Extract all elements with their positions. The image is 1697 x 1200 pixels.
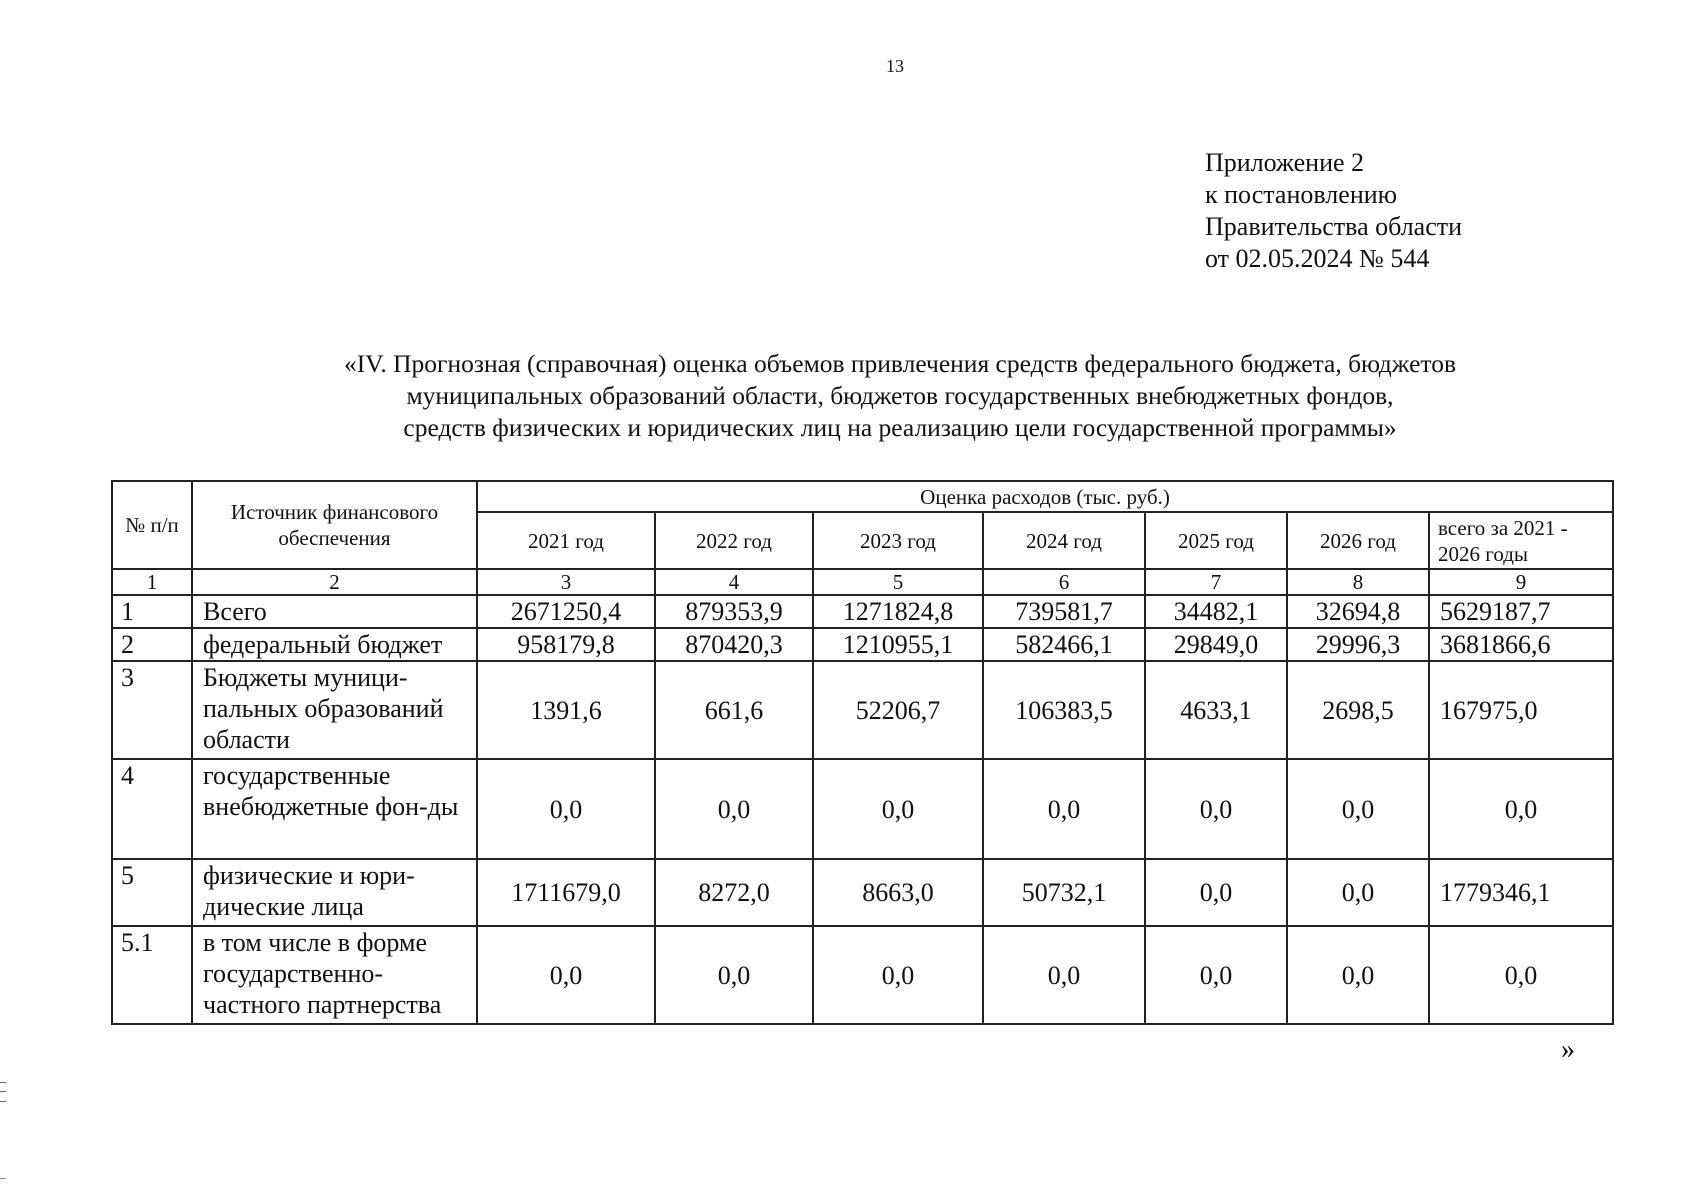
row-total: 167975,0 — [1429, 661, 1613, 759]
table-row — [112, 926, 1613, 1024]
closing-quote: » — [1561, 1034, 1575, 1065]
row-value: 958179,8 — [477, 628, 655, 661]
appendix-line: Правительства области — [1205, 212, 1463, 241]
header-source: Источник финансового обеспечения — [192, 481, 477, 569]
index-cell: 3 — [477, 569, 655, 595]
row-value: 50732,1 — [983, 859, 1145, 926]
table-row — [112, 859, 1613, 926]
header-year: 2021 год — [477, 512, 655, 569]
row-source: физические и юри-дические лица — [192, 859, 477, 926]
scan-edge-mark — [0, 1082, 6, 1102]
row-value: 0,0 — [655, 759, 813, 859]
row-value: 0,0 — [1287, 759, 1429, 859]
row-value: 2698,5 — [1287, 661, 1429, 759]
title-line: муниципальных образований области, бюджетов государственных внебюджетных фондов, — [406, 381, 1394, 410]
table-row — [112, 759, 1613, 859]
appendix-line: от 02.05.2024 № 544 — [1205, 244, 1430, 273]
row-value: 1711679,0 — [477, 859, 655, 926]
index-row — [112, 569, 1613, 595]
row-value: 1210955,1 — [813, 628, 983, 661]
row-value: 8663,0 — [813, 859, 983, 926]
row-total: 1779346,1 — [1429, 859, 1613, 926]
index-cell: 6 — [983, 569, 1145, 595]
header-year: 2023 год — [813, 512, 983, 569]
row-value: 8272,0 — [655, 859, 813, 926]
table-row — [112, 595, 1613, 628]
row-num: 5 — [112, 859, 192, 926]
appendix-line: к постановлению — [1205, 180, 1398, 209]
title-line: средств физических и юридических лиц на реализацию цели государственной программы» — [403, 413, 1397, 442]
row-value: 0,0 — [1145, 926, 1287, 1024]
row-source: в том числе в форме государственно-частного партнерства — [192, 926, 477, 1024]
row-value: 870420,3 — [655, 628, 813, 661]
section-title — [240, 348, 1560, 444]
row-source: государственные внебюджетные фон-ды — [192, 759, 477, 859]
row-value: 0,0 — [1145, 759, 1287, 859]
appendix-line: Приложение 2 — [1205, 148, 1365, 177]
row-value: 0,0 — [1287, 926, 1429, 1024]
row-num: 2 — [112, 628, 192, 661]
appendix-header — [1205, 147, 1462, 275]
header-total: всего за 2021 - 2026 годы — [1429, 512, 1613, 569]
header-year: 2024 год — [983, 512, 1145, 569]
table-row — [112, 628, 1613, 661]
index-cell: 4 — [655, 569, 813, 595]
row-value: 739581,7 — [983, 595, 1145, 628]
header-row — [112, 481, 1613, 512]
row-total: 0,0 — [1429, 926, 1613, 1024]
row-value: 0,0 — [477, 926, 655, 1024]
row-num: 3 — [112, 661, 192, 759]
row-value: 29996,3 — [1287, 628, 1429, 661]
row-value: 582466,1 — [983, 628, 1145, 661]
row-value: 32694,8 — [1287, 595, 1429, 628]
row-value: 52206,7 — [813, 661, 983, 759]
row-value: 4633,1 — [1145, 661, 1287, 759]
row-source: федеральный бюджет — [192, 628, 477, 661]
row-num: 4 — [112, 759, 192, 859]
title-line: «IV. Прогнозная (справочная) оценка объемов привлечения средств федерального бюджета, бюджетов — [344, 349, 1456, 378]
row-total: 0,0 — [1429, 759, 1613, 859]
row-value: 106383,5 — [983, 661, 1145, 759]
index-cell: 8 — [1287, 569, 1429, 595]
row-value: 0,0 — [983, 759, 1145, 859]
header-year: 2026 год — [1287, 512, 1429, 569]
row-value: 1391,6 — [477, 661, 655, 759]
row-value: 29849,0 — [1145, 628, 1287, 661]
header-group: Оценка расходов (тыс. руб.) — [477, 481, 1613, 512]
row-value: 0,0 — [1145, 859, 1287, 926]
row-value: 0,0 — [813, 926, 983, 1024]
row-value: 0,0 — [983, 926, 1145, 1024]
row-total: 3681866,6 — [1429, 628, 1613, 661]
row-value: 661,6 — [655, 661, 813, 759]
scan-edge-tick — [0, 1178, 6, 1179]
row-value: 0,0 — [477, 759, 655, 859]
page-number: 13 — [886, 56, 904, 76]
row-total: 5629187,7 — [1429, 595, 1613, 628]
row-value: 0,0 — [813, 759, 983, 859]
row-value: 34482,1 — [1145, 595, 1287, 628]
table-row — [112, 661, 1613, 759]
index-cell: 2 — [192, 569, 477, 595]
index-cell: 5 — [813, 569, 983, 595]
funding-table — [111, 480, 1614, 1025]
header-year: 2022 год — [655, 512, 813, 569]
row-num: 1 — [112, 595, 192, 628]
index-cell: 9 — [1429, 569, 1613, 595]
row-num: 5.1 — [112, 926, 192, 1024]
row-value: 2671250,4 — [477, 595, 655, 628]
row-source: Всего — [192, 595, 477, 628]
header-num: № п/п — [112, 481, 192, 569]
index-cell: 1 — [112, 569, 192, 595]
row-value: 879353,9 — [655, 595, 813, 628]
row-source: Бюджеты муници-пальных образований области — [192, 661, 477, 759]
row-value: 1271824,8 — [813, 595, 983, 628]
row-value: 0,0 — [655, 926, 813, 1024]
index-cell: 7 — [1145, 569, 1287, 595]
row-value: 0,0 — [1287, 859, 1429, 926]
header-year: 2025 год — [1145, 512, 1287, 569]
